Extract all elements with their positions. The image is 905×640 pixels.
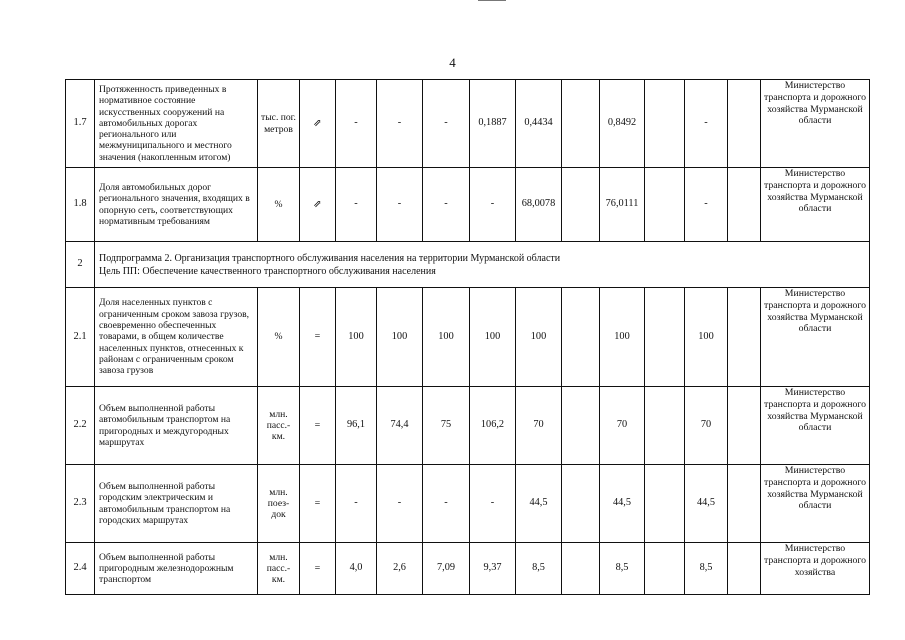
indicator-name: Доля автомобильных дорог регионального значения, входящих в опорную сеть, соответствующих нормативным требованиям xyxy=(95,168,258,242)
value-cell xyxy=(645,543,685,595)
unit-of-measure: млн. пасс.- км. xyxy=(258,543,300,595)
value-cell: - xyxy=(685,168,728,242)
subprogram-goal: Цель ПП: Обеспечение качественного транспортного обслуживания населения xyxy=(99,265,436,277)
value-cell xyxy=(728,465,761,543)
unit-of-measure: млн. поез- док xyxy=(258,465,300,543)
value-cell: 100 xyxy=(600,288,645,387)
value-cell xyxy=(728,80,761,168)
trend-equal-icon: = xyxy=(300,288,336,387)
table-row-2-4 xyxy=(66,543,870,595)
value-cell: 0,8492 xyxy=(600,80,645,168)
value-cell xyxy=(562,80,600,168)
value-cell: 44,5 xyxy=(600,465,645,543)
value-cell: 100 xyxy=(516,288,562,387)
row-number: 2.3 xyxy=(66,465,95,543)
value-cell: 7,09 xyxy=(423,543,470,595)
value-cell: 100 xyxy=(685,288,728,387)
row-number: 1.7 xyxy=(66,80,95,168)
value-cell: 70 xyxy=(516,387,562,465)
value-cell: 70 xyxy=(600,387,645,465)
value-cell xyxy=(728,387,761,465)
indicators-table xyxy=(65,79,870,595)
value-cell: 106,2 xyxy=(470,387,516,465)
subprogram-row xyxy=(66,242,870,288)
value-cell: - xyxy=(377,80,423,168)
table-row-2-1 xyxy=(66,288,870,387)
value-cell: 8,5 xyxy=(685,543,728,595)
value-cell: 100 xyxy=(377,288,423,387)
value-cell xyxy=(728,288,761,387)
value-cell: 4,0 xyxy=(336,543,377,595)
value-cell: 44,5 xyxy=(685,465,728,543)
value-cell xyxy=(562,543,600,595)
unit-of-measure: % xyxy=(258,288,300,387)
value-cell xyxy=(562,168,600,242)
indicator-name: Доля населенных пунктов с ограниченным сроком завоза грузов, своевременно обеспеченных товарами, в общем количестве населенных пунктов, отнесенных к районам с ограниченным сроком завоза грузов xyxy=(95,288,258,387)
row-number: 2 xyxy=(66,242,95,288)
indicator-name: Протяженность приведенных в нормативное состояние искусственных сооружений на автомобильных дорогах регионального или межмуниципального и местного значения (накопленным итогом) xyxy=(95,80,258,168)
value-cell: 76,0111 xyxy=(600,168,645,242)
value-cell xyxy=(562,387,600,465)
value-cell: 100 xyxy=(423,288,470,387)
row-number: 2.1 xyxy=(66,288,95,387)
value-cell: 9,37 xyxy=(470,543,516,595)
trend-arrow-icon: ⇗ xyxy=(300,80,336,168)
value-cell: - xyxy=(423,465,470,543)
value-cell: - xyxy=(336,80,377,168)
subprogram-heading xyxy=(95,242,870,288)
value-cell: - xyxy=(336,465,377,543)
value-cell: 44,5 xyxy=(516,465,562,543)
value-cell: - xyxy=(470,168,516,242)
unit-of-measure: млн. пасс.- км. xyxy=(258,387,300,465)
value-cell: 0,1887 xyxy=(470,80,516,168)
table-row-2-2 xyxy=(66,387,870,465)
responsible-body: Министерство транспорта и дорожного хозяйства Мурманской области xyxy=(761,168,870,242)
value-cell: 100 xyxy=(336,288,377,387)
value-cell xyxy=(645,80,685,168)
value-cell: - xyxy=(377,168,423,242)
value-cell: 8,5 xyxy=(516,543,562,595)
value-cell: 2,6 xyxy=(377,543,423,595)
value-cell xyxy=(645,387,685,465)
trend-equal-icon: = xyxy=(300,465,336,543)
responsible-body: Министерство транспорта и дорожного хозяйства xyxy=(761,543,870,595)
value-cell: 68,0078 xyxy=(516,168,562,242)
value-cell xyxy=(562,288,600,387)
value-cell: - xyxy=(423,168,470,242)
value-cell xyxy=(645,288,685,387)
indicator-name: Объем выполненной работы городским электрическим и автомобильным транспортом на городских маршрутах xyxy=(95,465,258,543)
value-cell xyxy=(728,168,761,242)
indicator-name: Объем выполненной работы автомобильным транспортом на пригородных и междугородных маршрутах xyxy=(95,387,258,465)
value-cell: - xyxy=(470,465,516,543)
unit-of-measure: % xyxy=(258,168,300,242)
page-number: 4 xyxy=(449,55,456,70)
value-cell: 75 xyxy=(423,387,470,465)
responsible-body: Министерство транспорта и дорожного хозяйства Мурманской области xyxy=(761,465,870,543)
trend-equal-icon: = xyxy=(300,387,336,465)
value-cell: 100 xyxy=(470,288,516,387)
indicator-name: Объем выполненной работы пригородным железнодорожным транспортом xyxy=(95,543,258,595)
page-top-mark xyxy=(478,0,506,4)
value-cell: - xyxy=(685,80,728,168)
responsible-body: Министерство транспорта и дорожного хозяйства Мурманской области xyxy=(761,288,870,387)
unit-of-measure: тыс. пог. метров xyxy=(258,80,300,168)
value-cell: 8,5 xyxy=(600,543,645,595)
value-cell xyxy=(728,543,761,595)
value-cell: 74,4 xyxy=(377,387,423,465)
subprogram-title: Подпрограмма 2. Организация транспортного обслуживания населения на территории Мурманской области xyxy=(99,252,561,264)
value-cell: 0,4434 xyxy=(516,80,562,168)
value-cell xyxy=(645,168,685,242)
value-cell: 70 xyxy=(685,387,728,465)
value-cell: - xyxy=(423,80,470,168)
row-number: 2.4 xyxy=(66,543,95,595)
value-cell: 96,1 xyxy=(336,387,377,465)
row-number: 2.2 xyxy=(66,387,95,465)
value-cell xyxy=(645,465,685,543)
table-row-1-8 xyxy=(66,168,870,242)
row-number: 1.8 xyxy=(66,168,95,242)
table-row-2-3 xyxy=(66,465,870,543)
value-cell: - xyxy=(377,465,423,543)
responsible-body: Министерство транспорта и дорожного хозяйства Мурманской области xyxy=(761,80,870,168)
value-cell xyxy=(562,465,600,543)
table-row-1-7 xyxy=(66,80,870,168)
trend-equal-icon: = xyxy=(300,543,336,595)
value-cell: - xyxy=(336,168,377,242)
responsible-body: Министерство транспорта и дорожного хозяйства Мурманской области xyxy=(761,387,870,465)
trend-arrow-icon: ⇗ xyxy=(300,168,336,242)
